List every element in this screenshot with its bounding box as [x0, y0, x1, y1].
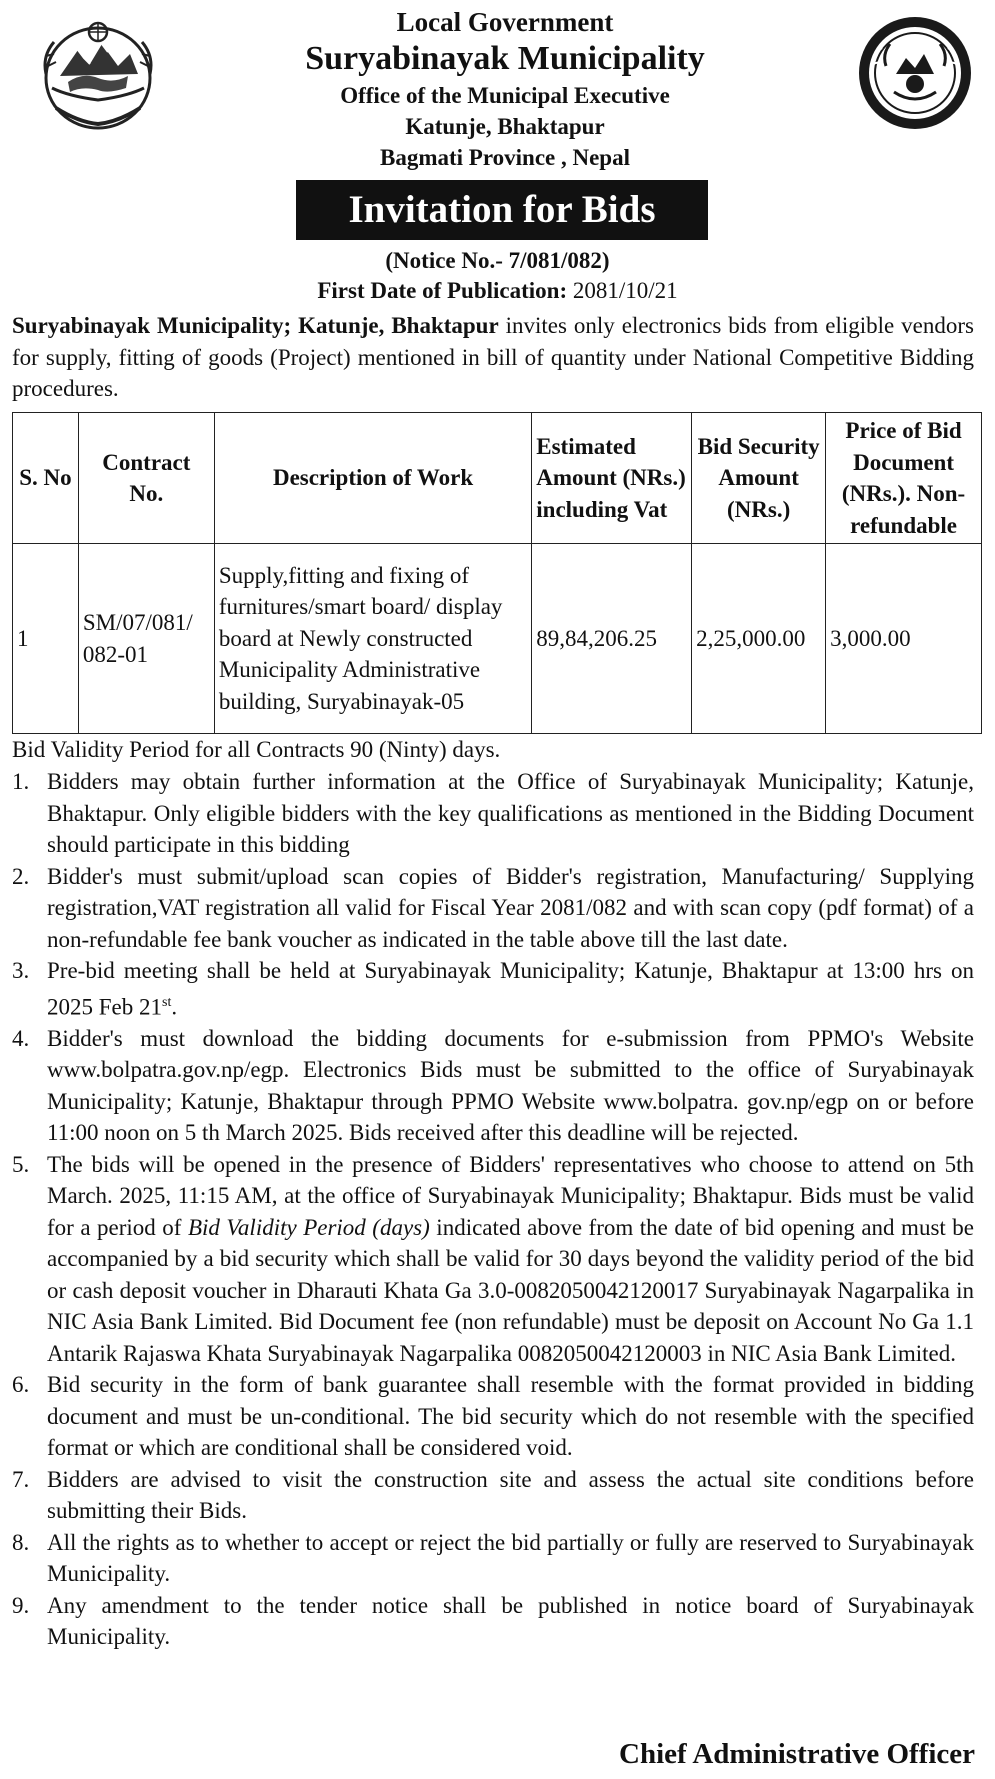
col-header-price: Price of Bid Document (NRs.). Non-refundable — [826, 413, 982, 544]
list-item: 6. Bid security in the form of bank guarantee shall resemble with the format provided in bidding document and must be un-conditional. The bid security which do not resemble with the specified format or which are conditional shall be considered void. — [12, 1372, 974, 1461]
header-municipality-name: Suryabinayak Municipality — [305, 40, 705, 77]
table-header-row — [13, 413, 982, 544]
cell-description: Supply,fitting and fixing of furnitures/smart board/ display board at Newly constructed Municipality Administrative building, Suryabinayak-05 — [214, 544, 531, 734]
col-header-security: Bid Security Amount (NRs.) — [692, 413, 826, 544]
header-office: Office of the Municipal Executive — [340, 83, 670, 108]
notice-number-value: 7/081/082) — [508, 248, 610, 273]
col-header-estimated: Estimated Amount (NRs.) including Vat — [532, 413, 692, 544]
office-header — [160, 6, 850, 173]
clauses-list — [12, 766, 974, 1653]
col-header-description: Description of Work — [214, 413, 531, 544]
table-row — [13, 544, 982, 734]
cell-price: 3,000.00 — [826, 544, 982, 734]
bid-validity: Bid Validity Period for all Contracts 90 (Ninty) days. — [12, 737, 501, 762]
publication-date — [0, 276, 995, 306]
bids-table — [12, 412, 982, 734]
list-item: 4. Bidder's must download the bidding documents for e-submission from PPMO's Website www.bolpatra.gov.np/egp. Electronics Bids must be submitted to the office of Suryabinayak Municipality; Katunje, Bhaktapur through PPMO Website www.bolpatra. gov.np/egp on or before 11:00 noon on 5 th March 2025. Bids received after this deadline will be rejected. — [12, 1025, 974, 1146]
list-item: 8. All the rights as to whether to accept or reject the bid partially or fully are reserved to Suryabinayak Municipality. — [12, 1529, 974, 1587]
publication-date-value: 2081/10/21 — [572, 278, 678, 303]
cell-security: 2,25,000.00 — [692, 544, 826, 734]
list-item: 3. Pre-bid meeting shall be held at Suryabinayak Municipality; Katunje, Bhaktapur at 13:00 hrs on 2025 Feb 21st. — [12, 958, 974, 1020]
list-item: 5. The bids will be opened in the presence of Bidders' representatives who choose to attend on 5th March. 2025, 11:15 AM, at the office of Suryabinayak Municipality; Bhaktapur. Bids must be valid for a period of Bid Validity Period (days) indicated above from the date of bid opening and must be accompanied by a bid security which shall be valid for 30 days beyond the validity period of the bid or cash deposit voucher in Dharauti Khata Ga 3.0-0082050042120017 Suryabinayak Nagarpalika in NIC Asia Bank Limited. Bid Document fee (non refundable) must be deposit on Account No Ga 1.1 Antarik Rajaswa Khata Suryabinayak Nagarpalika 0082050042120003 in NIC Asia Bank Limited. — [12, 1151, 974, 1366]
header-local-government: Local Government — [396, 7, 614, 37]
cell-estimated: 89,84,206.25 — [532, 544, 692, 734]
intro-text: invites only electronics bids from eligible vendors for supply, fitting of goods (Project) mentioned in bill of quantity under National Competitive Bidding procedures. — [12, 313, 974, 401]
publication-date-label: First Date of Publication: — [317, 278, 568, 303]
signature-title: Chief Administrative Officer — [619, 1738, 975, 1770]
col-header-sno: S. No — [13, 413, 79, 544]
notice-number-label: (Notice No.- — [385, 248, 503, 273]
header-address: Katunje, Bhaktapur — [405, 114, 605, 139]
notice-title: Invitation for Bids — [296, 180, 708, 240]
list-item: 2. Bidder's must submit/upload scan copies of Bidder's registration, Manufacturing/ Supplying registration,VAT registration all valid for Fiscal Year 2081/082 and with scan copy (pdf format) of a non-refundable fee bank voucher as indicated in the table above till the last date. — [12, 863, 974, 952]
intro-paragraph — [12, 310, 974, 405]
intro-bold: Suryabinayak Municipality; Katunje, Bhaktapur — [12, 313, 499, 338]
list-item: 1. Bidders may obtain further information at the Office of Suryabinayak Municipality; Katunje, Bhaktapur. Only eligible bidders with the key qualifications as mentioned in the Bidding Document should participate in this bidding — [12, 769, 974, 857]
col-header-contract: Contract No. — [78, 413, 214, 544]
list-item: 9. Any amendment to the tender notice shall be published in notice board of Suryabinayak Municipality. — [12, 1592, 974, 1650]
header-province: Bagmati Province , Nepal — [380, 145, 630, 170]
nepal-emblem-icon — [38, 16, 158, 134]
notice-number — [0, 246, 995, 276]
cell-sno: 1 — [13, 544, 79, 734]
list-item: 7. Bidders are advised to visit the construction site and assess the actual site conditions before submitting their Bids. — [12, 1466, 974, 1524]
municipality-seal-icon — [856, 14, 974, 132]
cell-contract: SM/07/081/ 082-01 — [78, 544, 214, 734]
